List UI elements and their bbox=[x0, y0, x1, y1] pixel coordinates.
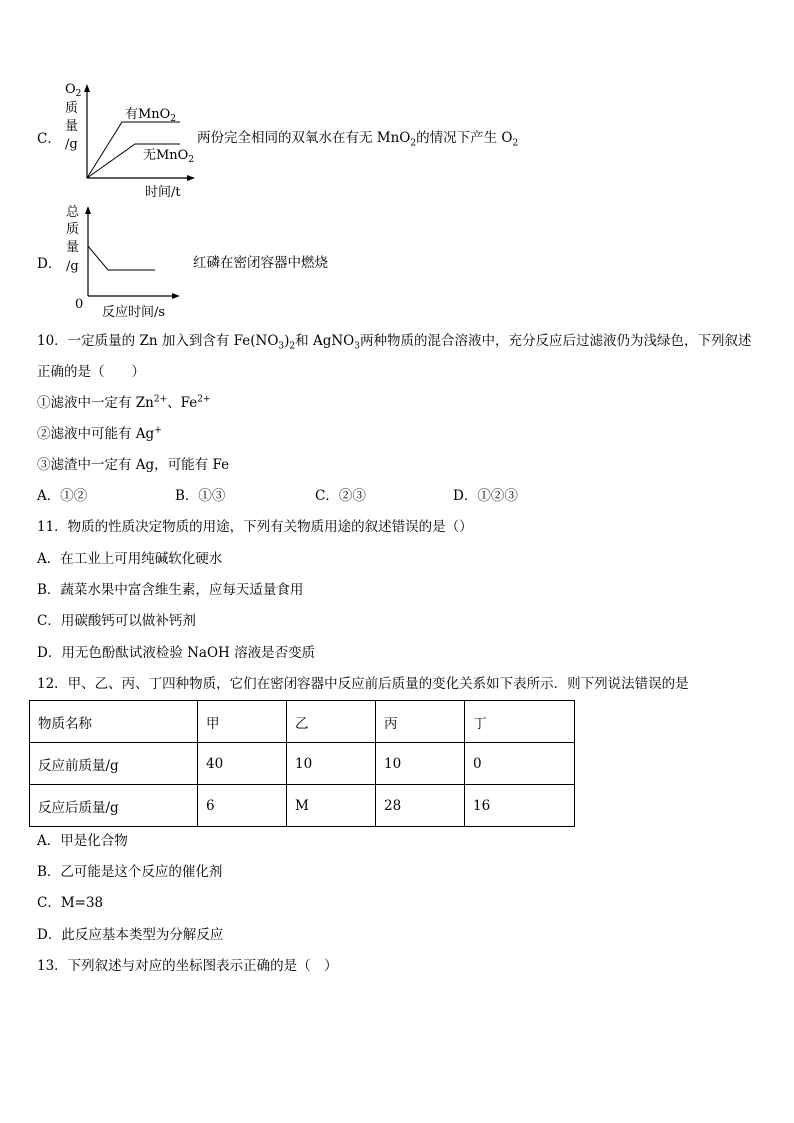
table-cell: 6 bbox=[198, 785, 287, 827]
table-cell: 10 bbox=[287, 743, 376, 785]
q10-item-3: ③滤渣中一定有 Ag，可能有 Fe bbox=[37, 457, 230, 473]
q11-stem: 11．物质的性质决定物质的用途，下列有关物质用途的叙述错误的是（） bbox=[37, 519, 473, 535]
q11-option-b[interactable]: B．蔬菜水果中富含维生素，应每天适量食用 bbox=[37, 582, 304, 598]
q13-stem: 13．下列叙述与对应的坐标图表示正确的是（ ） bbox=[37, 958, 338, 974]
label-without-mno2: 无MnO$_2$ bbox=[143, 148, 195, 165]
table-cell: 10 bbox=[376, 743, 465, 785]
x-axis-arrow bbox=[187, 175, 195, 181]
q12-option-a[interactable]: A．甲是化合物 bbox=[37, 833, 128, 849]
origin-label: 0 bbox=[75, 297, 84, 312]
table-cell: M bbox=[287, 785, 376, 827]
y-axis-char: /g bbox=[65, 137, 78, 152]
q12-option-c[interactable]: C．M=38 bbox=[37, 895, 104, 911]
table-cell: 40 bbox=[198, 743, 287, 785]
q10-option-d[interactable]: D．①②③ bbox=[453, 488, 518, 504]
y-axis-char: 量 bbox=[65, 119, 79, 134]
table-cell: 反应前质量/g bbox=[30, 743, 198, 785]
q11-option-c[interactable]: C．用碳酸钙可以做补钙剂 bbox=[37, 613, 196, 629]
label-with-mno2: 有MnO$_2$ bbox=[125, 107, 177, 124]
q10-item-1: ①滤液中一定有 $Zn^{2+}$、$Fe^{2+}$ bbox=[37, 394, 211, 411]
table-header-row bbox=[30, 701, 575, 743]
table-row bbox=[30, 743, 575, 785]
option-d-graph bbox=[55, 200, 195, 325]
option-d-caption: 红磷在密闭容器中燃烧 bbox=[193, 255, 328, 271]
q12-stem: 12．甲、乙、丙、丁四种物质，它们在密闭容器中反应前后质量的变化关系如下表所示．则下列说法错误的是 bbox=[37, 676, 689, 692]
table-header-cell: 物质名称 bbox=[30, 701, 198, 743]
table-cell: 16 bbox=[465, 785, 575, 827]
option-d-letter: D． bbox=[37, 256, 62, 272]
table-header-cell: 甲 bbox=[198, 701, 287, 743]
x-axis-label: 时间/t bbox=[145, 185, 181, 200]
y-axis-char: /g bbox=[66, 259, 79, 274]
option-c-letter: C． bbox=[37, 131, 61, 147]
table-cell: 28 bbox=[376, 785, 465, 827]
table-header-cell: 丙 bbox=[376, 701, 465, 743]
q10-stem-line1: 10．一定质量的 Zn 加入到含有 $Fe(NO_3)_2$和 AgNO$_3$两种物质的混合溶液中，充分反应后过滤液仍为浅绿色，下列叙述 bbox=[37, 333, 752, 352]
table-cell: 0 bbox=[465, 743, 575, 785]
option-c-graph bbox=[55, 78, 205, 203]
o2-label: $O_2$ bbox=[65, 82, 82, 99]
table-header-cell: 丁 bbox=[465, 701, 575, 743]
y-axis-char: 质 bbox=[65, 101, 79, 116]
q10-item-2: ②滤液中可能有 Ag+ bbox=[37, 425, 162, 442]
y-axis-arrow bbox=[84, 84, 90, 92]
mass-curve bbox=[88, 246, 155, 270]
q12-option-b[interactable]: B．乙可能是这个反应的催化剂 bbox=[37, 864, 223, 880]
y-axis-char: 量 bbox=[66, 240, 80, 255]
q10-option-c[interactable]: C．②③ bbox=[315, 488, 366, 504]
table-row bbox=[30, 785, 575, 827]
q10-option-a[interactable]: A．①② bbox=[37, 488, 88, 504]
q10-option-b[interactable]: B．①③ bbox=[175, 488, 226, 504]
q10-stem-line2: 正确的是（ ） bbox=[37, 364, 145, 380]
option-c-caption: 两份完全相同的双氧水在有无 MnO$_2$的情况下产生 $O_2$ bbox=[197, 130, 519, 149]
x-axis-label: 反应时间/s bbox=[102, 305, 166, 320]
q12-mass-table bbox=[29, 700, 575, 827]
table-header-cell: 乙 bbox=[287, 701, 376, 743]
q11-option-d[interactable]: D．用无色酚酞试液检验 NaOH 溶液是否变质 bbox=[37, 645, 316, 661]
y-axis-arrow bbox=[85, 206, 91, 214]
q11-option-a[interactable]: A．在工业上可用纯碱软化硬水 bbox=[37, 551, 223, 567]
x-axis-arrow bbox=[172, 293, 180, 299]
y-axis-char: 质 bbox=[66, 222, 80, 237]
y-axis-char: 总 bbox=[66, 205, 80, 220]
q12-option-d[interactable]: D．此反应基本类型为分解反应 bbox=[37, 927, 224, 943]
table-cell: 反应后质量/g bbox=[30, 785, 198, 827]
